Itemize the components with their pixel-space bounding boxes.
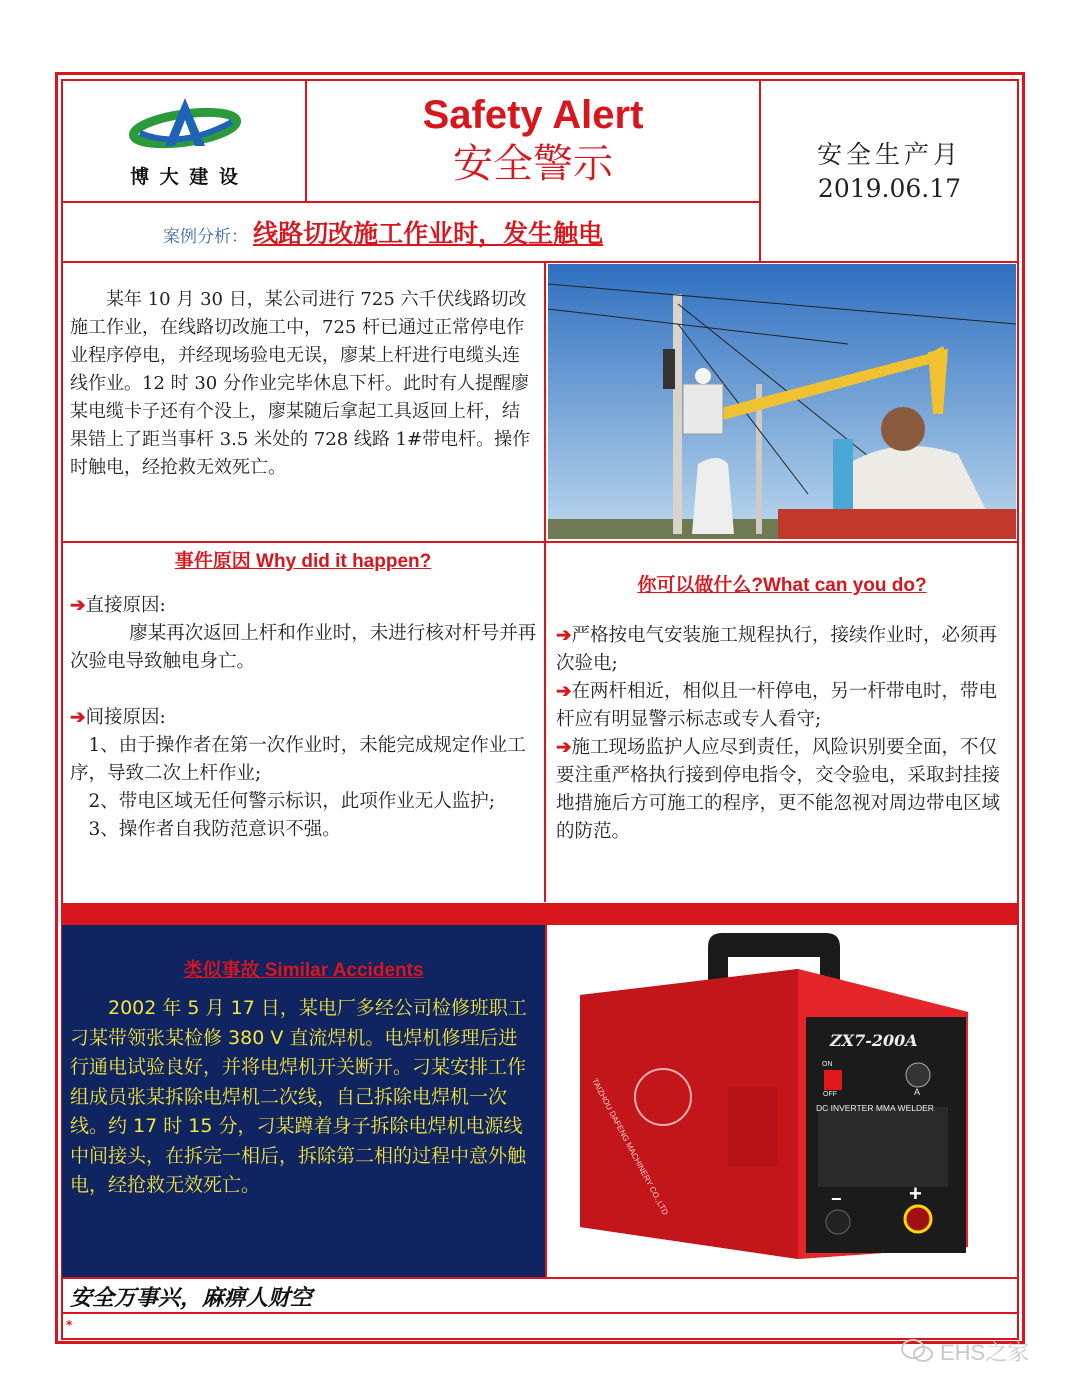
why-heading: 事件原因 Why did it happen? — [174, 551, 432, 572]
company-logo — [110, 88, 260, 198]
todo-body — [556, 622, 1006, 846]
month-label: 安全生产月 — [816, 140, 962, 169]
why-heading-row — [62, 546, 544, 573]
welder-off-label: OFF — [823, 1091, 837, 1098]
indirect-item: 3、操作者自我防范意识不强。 — [88, 819, 341, 840]
todo-item-text: 严格按电气安装施工规程执行，接续作业时，必须再次验电; — [556, 625, 998, 674]
logo-icon — [110, 88, 260, 158]
spacer — [70, 676, 538, 704]
watermark — [900, 1336, 1029, 1366]
similar-text: 2002 年 5 月 17 日，某电厂多经公司检修班职工刁某带领张某检修 380 V 直流焊机。电焊机修理后进行通电试验良好，并将电焊机开关断开。刁某安排工作组成员张某拆除电焊机二次线，自己拆除电焊机一次线。约 17 时 15 分，刁某蹲着身子拆除电焊机电源线中间接头，在拆完一相后，拆除第二相的过程中意外触电，经抢救无效死亡。 — [70, 997, 527, 1196]
arrow-right-icon: ➔ — [556, 625, 572, 646]
indirect-item: 2、带电区域无任何警示标识，此项作业无人监护; — [88, 791, 496, 812]
footer-hline-bottom — [62, 1312, 1018, 1314]
todo-item — [556, 678, 1006, 734]
indirect-row — [70, 704, 538, 732]
footer-slogan: 安全万事兴，麻痹人财空 — [70, 1286, 313, 1311]
case-label: 案例分析： — [163, 227, 248, 247]
bottom-vline — [545, 925, 547, 1277]
why-body — [70, 592, 538, 844]
arrow-right-icon: ➔ — [556, 737, 572, 758]
welder-model: ZX7-200A — [830, 1031, 918, 1050]
welder-knob-label: A — [914, 1087, 921, 1097]
plus-icon: + — [909, 1181, 922, 1206]
watermark-text: EHS之家 — [940, 1339, 1030, 1365]
todo-item — [556, 622, 1006, 678]
sec1-hline — [62, 541, 1018, 543]
red-band — [62, 903, 1018, 925]
arrow-right-icon: ➔ — [70, 595, 86, 616]
arrow-right-icon: ➔ — [556, 681, 572, 702]
similar-heading-row — [62, 955, 545, 982]
direct-text: 廖某再次返回上杆和作业时，未进行核对杆号并再次验电导致触电身亡。 — [70, 623, 537, 672]
arrow-right-icon: ➔ — [70, 707, 86, 728]
footer-star: * — [66, 1318, 73, 1332]
case-title: 线路切改施工作业时，发生触电 — [253, 219, 604, 248]
similar-heading: 类似事故 Similar Accidents — [183, 960, 424, 981]
todo-heading: 你可以做什么?What can you do? — [637, 575, 927, 596]
welder-on-label: ON — [822, 1061, 833, 1068]
header-hline — [62, 201, 760, 203]
incident-photo — [548, 264, 1016, 539]
header-meta — [761, 138, 1018, 206]
welder-icon — [548, 927, 1016, 1275]
todo-item-text: 施工现场监护人应尽到责任，风险识别要全面，不仅要注重严格执行接到停电指令，交令验电，采取封挂接地措施后方可施工的程序，更不能忽视对周边带电区域的防范。 — [556, 737, 1001, 842]
minus-icon: − — [831, 1189, 842, 1209]
todo-item — [556, 734, 1006, 846]
case-hline — [62, 261, 1018, 263]
footer-hline-top — [62, 1277, 1018, 1279]
welder-label: DC INVERTER MMA WELDER — [816, 1103, 934, 1113]
direct-row — [70, 592, 538, 620]
title-block — [307, 92, 759, 190]
direct-label: 直接原因: — [85, 595, 166, 616]
logo-text: 博 大 建 设 — [130, 166, 240, 188]
title-cn: 安全警示 — [453, 141, 613, 187]
welder-brand: TAIZHOU DAFENG MACHINERY CO.,LTD — [590, 1077, 670, 1217]
indirect-label: 间接原因: — [85, 707, 166, 728]
title-en: Safety Alert — [422, 93, 644, 137]
todo-heading-row — [546, 570, 1018, 597]
wechat-icon — [900, 1338, 934, 1364]
todo-item-text: 在两杆相近，相似且一杆停电，另一杆带电时，带电杆应有明显警示标志或专人看守; — [556, 681, 998, 730]
case-row — [163, 214, 753, 250]
lineman-photo-icon — [548, 264, 1016, 539]
indirect-item: 1、由于操作者在第一次作业时，未能完成规定作业工序，导致二次上杆作业; — [70, 735, 526, 784]
date-label: 2019.06.17 — [817, 174, 962, 203]
welder-photo — [548, 927, 1016, 1275]
incident-text: 某年 10 月 30 日，某公司进行 725 六千伏线路切改施工作业，在线路切改施工中，725 杆已通过正常停电作业程序停电，并经现场验电无误，廖某上杆进行电缆头连线作业。12 时 30 分作业完毕休息下杆。此时有人提醒廖某电缆卡子还有个没上，廖某随后拿起工具返回上杆，结果错上了距当事杆 3.5 米处的 728 线路 1#带电杆。操作时触电，经抢救无效死亡。 — [70, 289, 531, 478]
similar-panel — [62, 925, 545, 1277]
